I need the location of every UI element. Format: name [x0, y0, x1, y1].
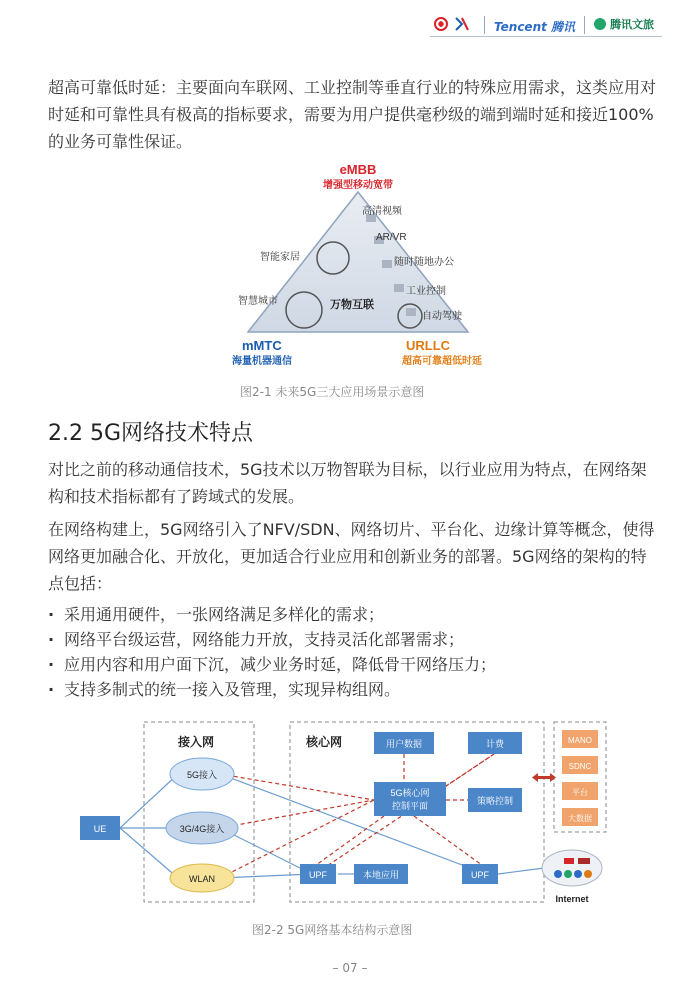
figure-5g-scenarios: [228, 160, 488, 370]
device-icon: [394, 284, 404, 292]
wenlv-label: 腾讯文旅: [610, 18, 654, 31]
header-separator: [484, 16, 485, 34]
feature-list: [48, 602, 656, 702]
list-item: · 采用通用硬件，一张网络满足多样化的需求；: [48, 602, 656, 627]
embb-subtitle: 增强型移动宽带: [323, 180, 393, 191]
platform-label: 平台: [572, 788, 588, 797]
billing-label: 计费: [485, 739, 505, 749]
app-arvr: AR/VR: [376, 232, 407, 243]
double-arrow-icon: [532, 773, 556, 782]
paragraph-urllc: 超高可靠低时延：主要面向车联网、工业控制等垂直行业的特殊应用需求，这类应用对时延和可靠性具有极高的指标要求，需要为用户提供毫秒级的端到端时延和接近100%的业务可靠性保证。: [48, 78, 657, 151]
embb-title: eMBB: [339, 162, 377, 177]
mano-label: MANO: [568, 736, 592, 745]
internet-label: Internet: [555, 894, 589, 904]
page-number: – 07 –: [332, 961, 368, 975]
upf-core-label: UPF: [471, 870, 489, 880]
ue-label: UE: [93, 824, 107, 834]
list-item: · 网络平台级运营，网络能力开放，支持灵活化部署需求；: [48, 627, 656, 652]
mmtc-subtitle: 海量机器通信: [232, 356, 292, 367]
local-app-label: 本地应用: [362, 870, 400, 880]
app-office: 随时随地办公: [394, 257, 454, 268]
app-smart-city: 智慧城市: [238, 296, 278, 307]
upf-local-label: UPF: [309, 870, 327, 880]
internet-cloud-icon: [542, 850, 602, 886]
center-label: 万物互联: [330, 299, 374, 311]
policy-label: 策略控制: [476, 796, 514, 806]
figure2-caption: 图2-2 5G网络基本结构示意图: [252, 923, 413, 937]
device-icon: [382, 260, 392, 268]
core-network-title: 核心网: [306, 735, 343, 749]
app-industrial: 工业控制: [406, 286, 446, 297]
china-unicom-logo: [432, 14, 472, 34]
urllc-subtitle: 超高可靠超低时延: [402, 356, 482, 367]
user-data-label: 用户数据: [385, 739, 423, 749]
urllc-title: URLLC: [406, 338, 451, 353]
list-item: · 应用内容和用户面下沉，减少业务时延，降低骨干网络压力；: [48, 652, 656, 677]
header-separator: [584, 16, 585, 34]
tencent-wenlv-logo: [594, 16, 654, 32]
control-plane-line1: 5G核心网: [390, 788, 430, 798]
app-smart-home: 智能家居: [260, 252, 300, 263]
device-icon: [406, 308, 416, 316]
sdnc-label: SDNC: [568, 762, 592, 771]
mmtc-title: mMTC: [242, 338, 282, 353]
wlan-label: WLAN: [188, 874, 216, 884]
access-34g-label: 3G/4G接入: [179, 824, 225, 834]
wenlv-icon: [594, 18, 606, 30]
bigdata-label: 大数据: [568, 814, 592, 823]
app-autodrive: 自动驾驶: [422, 311, 462, 322]
list-item: · 支持多制式的统一接入及管理，实现异构组网。: [48, 677, 656, 702]
paragraph-comparison: 对比之前的移动通信技术，5G技术以万物智联为目标，以行业应用为特点，在网络架构和技术指标都有了跨域式的发展。: [48, 460, 647, 506]
section-heading: 2.2 5G网络技术特点: [48, 421, 254, 446]
access-5g-label: 5G接入: [186, 770, 218, 780]
header-rule: [430, 36, 662, 37]
tencent-logo: Tencent 腾讯: [494, 20, 576, 34]
figure1-caption: 图2-1 未来5G三大应用场景示意图: [240, 385, 425, 399]
paragraph-architecture: 在网络构建上，5G网络引入了NFV/SDN、网络切片、平台化、边缘计算等概念，使得网络更加融合化、开放化，更加适合行业应用和创新业务的部署。5G网络的架构的特点包括：: [48, 520, 655, 593]
figure-5g-network: [74, 718, 634, 918]
app-hd-video: 高清视频: [362, 206, 402, 217]
control-plane-line2: 控制平面: [391, 801, 429, 811]
access-network-title: 接入网: [178, 735, 215, 749]
